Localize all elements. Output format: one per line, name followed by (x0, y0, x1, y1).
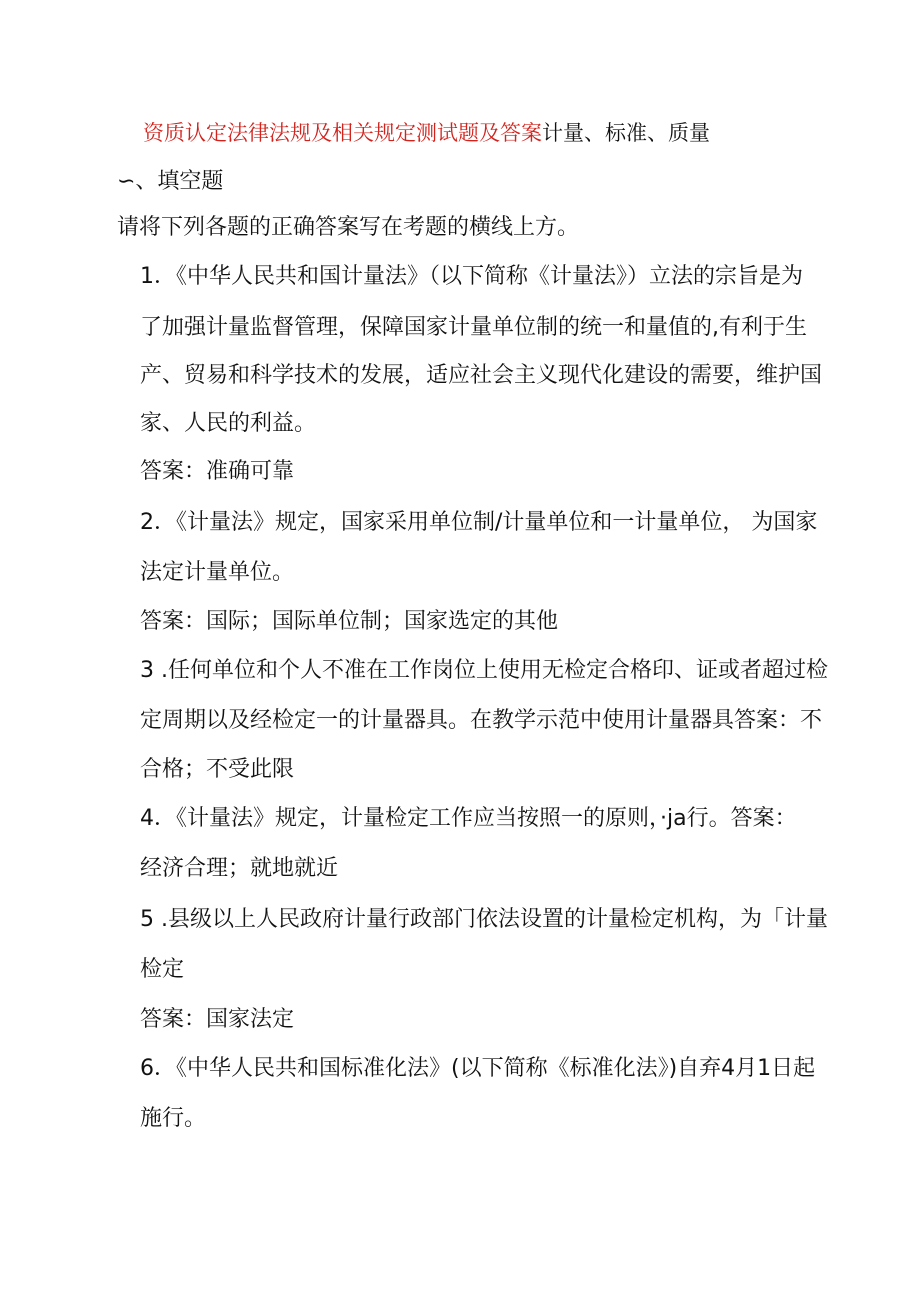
question-1-line-4: 家、人民的利益。 (140, 411, 317, 436)
question-6-line-2: 施行。 (140, 1106, 207, 1131)
question-5-line-1: 5 .县级以上人民政府计量行政部门依法设置的计量检定机构，为「计量 (140, 907, 828, 932)
question-2-line-1: 2．《计量法》规定，国家采用单位制/计量单位和一计量单位， 为国家 (140, 510, 818, 535)
question-1-line-3: 产、贸易和科学技术的发展，适应社会主义现代化建设的需要，维护国 (140, 363, 823, 388)
question-1-answer: 答案：准确可靠 (140, 459, 295, 484)
question-6-line-1: 6．《中华人民共和国标准化法》(以下简称《标准化法》)自弃4月1日起 (140, 1056, 816, 1081)
question-1-line-1: 1．《中华人民共和国计量法》（以下简称《计量法》）立法的宗旨是为 (140, 264, 803, 289)
question-3-line-3: 合格；不受此限 (140, 757, 295, 782)
section-instructions: 请将下列各题的正确答案写在考题的横线上方。 (117, 215, 580, 240)
question-1-line-2: 了加强计量监督管理，保障国家计量单位制的统一和量值的,有利于生 (140, 315, 807, 340)
question-2-line-2: 法定计量单位。 (140, 560, 295, 585)
question-3-line-2: 定周期以及经检定一的计量器具。在教学示范中使用计量器具答案：不 (140, 708, 823, 733)
section-heading: ∽、填空题 (117, 169, 224, 194)
question-4-line-2: 经济合理；就地就近 (140, 856, 339, 881)
question-3-line-1: 3 .任何单位和个人不准在工作岗位上使用无检定合格印、证或者超过检 (140, 658, 828, 683)
title-red-part: 资质认定法律法规及相关规定测试题及答案 (143, 121, 542, 145)
question-2-answer: 答案：国际；国际单位制；国家选定的其他 (140, 609, 559, 634)
title-black-part: 计量、标准、质量 (542, 121, 710, 145)
question-5-line-2: 检定 (140, 957, 185, 982)
question-5-answer: 答案：国家法定 (140, 1007, 295, 1032)
document-title (143, 118, 710, 148)
question-4-line-1: 4．《计量法》规定，计量检定工作应当按照一的原则，·ja行。答案： (140, 806, 797, 831)
